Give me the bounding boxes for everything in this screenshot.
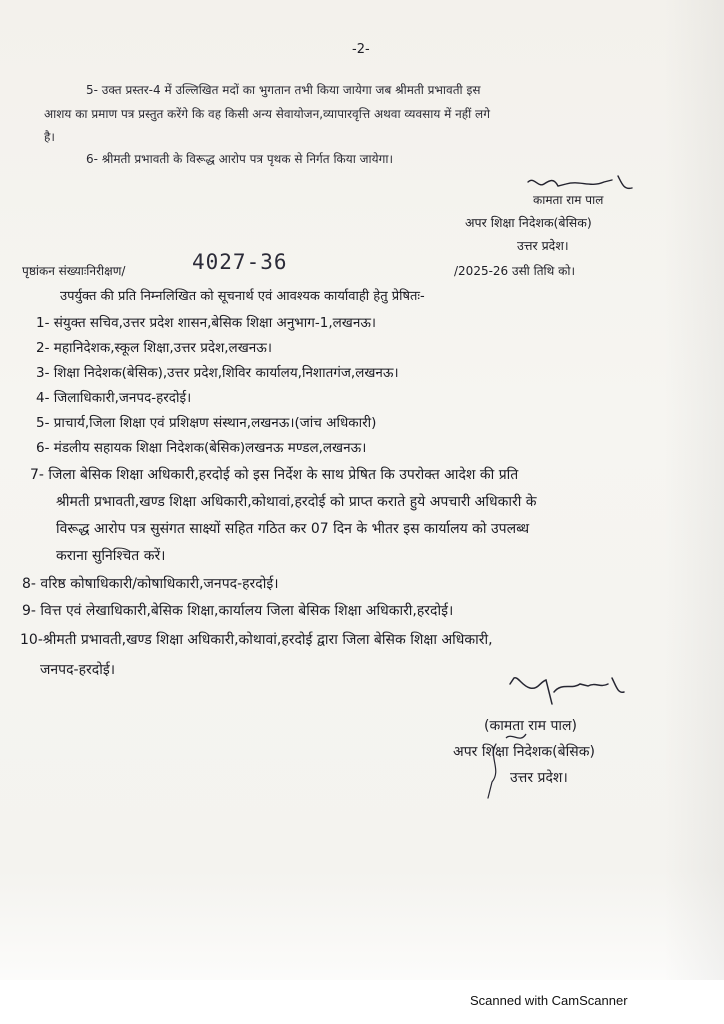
signature-bottom-designation: अपर शिक्षा निदेशक(बेसिक) [453, 744, 595, 760]
list-item-7-line-3: विरूद्ध आरोप पत्र सुसंगत साक्ष्यों सहित गठित कर 07 दिन के भीतर इस कार्यालय को उपलब्ध [56, 521, 530, 537]
list-item-1: 1- संयुक्त सचिव,उत्तर प्रदेश शासन,बेसिक शिक्षा अनुभाग-1,लखनऊ। [36, 315, 377, 331]
endorsement-label: पृष्ठांकन संख्याःनिरीक्षण/ [22, 264, 126, 278]
list-item-7-line-4: कराना सुनिश्चित करें। [56, 548, 166, 564]
signature-top-place: उत्तर प्रदेश। [517, 238, 569, 253]
list-item-10-line-1: 10-श्रीमती प्रभावती,खण्ड शिक्षा अधिकारी,कोथावां,हरदोई द्वारा जिला बेसिक शिक्षा अधिकारी, [20, 632, 493, 648]
list-item-8: 8- वरिष्ठ कोषाधिकारी/कोषाधिकारी,जनपद-हरदोई। [22, 576, 279, 592]
signature-top-designation: अपर शिक्षा निदेशक(बेसिक) [465, 215, 592, 230]
page-number: -2- [352, 42, 370, 57]
list-item-2: 2- महानिदेशक,स्कूल शिक्षा,उत्तर प्रदेश,लखनऊ। [36, 340, 272, 356]
list-item-9: 9- वित्त एवं लेखाधिकारी,बेसिक शिक्षा,कार्यालय जिला बेसिक शिक्षा अधिकारी,हरदोई। [22, 603, 454, 619]
signature-bottom-flourish [478, 742, 508, 802]
paragraph-5-line-3: है। [44, 130, 55, 144]
scan-shadow [664, 0, 724, 980]
list-item-10-line-2: जनपद-हरदोई। [40, 662, 115, 678]
list-item-3: 3- शिक्षा निदेशक(बेसिक),उत्तर प्रदेश,शिविर कार्यालय,निशातगंज,लखनऊ। [36, 365, 399, 381]
list-item-5: 5- प्राचार्य,जिला शिक्षा एवं प्रशिक्षण संस्थान,लखनऊ।(जांच अधिकारी) [36, 415, 377, 431]
forward-instruction: उपर्युक्त की प्रति निम्नलिखित को सूचनार्थ एवं आवश्यक कार्यावाही हेतु प्रेषितः- [60, 289, 425, 304]
signature-top-name: कामता राम पाल [533, 193, 604, 207]
endorsement-year: /2025-26 उसी तिथि को। [454, 264, 576, 278]
signature-bottom-place: उत्तर प्रदेश। [510, 770, 568, 786]
scanner-watermark: Scanned with CamScanner [470, 993, 628, 1008]
list-item-6: 6- मंडलीय सहायक शिक्षा निदेशक(बेसिक)लखनऊ मण्डल,लखनऊ। [36, 440, 367, 456]
list-item-4: 4- जिलाधिकारी,जनपद-हरदोई। [36, 390, 192, 406]
paragraph-5-line-2: आशय का प्रमाण पत्र प्रस्तुत करेंगे कि वह किसी अन्य सेवायोजन,व्यापारवृत्ति अथवा व्यवसाय में नहीं लगे [44, 107, 490, 121]
paragraph-5-line-1: 5- उक्त प्रस्तर-4 में उल्लिखित मदों का भुगतान तभी किया जायेगा जब श्रीमती प्रभावती इस [86, 83, 481, 97]
list-item-7-line-2: श्रीमती प्रभावती,खण्ड शिक्षा अधिकारी,कोथावां,हरदोई को प्राप्त कराते हुये अपचारी अधिकारी के [56, 494, 537, 510]
signature-bottom-name: (कामता राम पाल) [484, 718, 577, 734]
endorsement-handwritten-number: 4027-36 [192, 250, 288, 274]
list-item-7-line-1: 7- जिला बेसिक शिक्षा अधिकारी,हरदोई को इस निर्देश के साथ प्रेषित कि उपरोक्त आदेश की प्रति [30, 467, 519, 483]
paragraph-6: 6- श्रीमती प्रभावती के विरूद्ध आरोप पत्र पृथक से निर्गत किया जायेगा। [86, 152, 394, 166]
